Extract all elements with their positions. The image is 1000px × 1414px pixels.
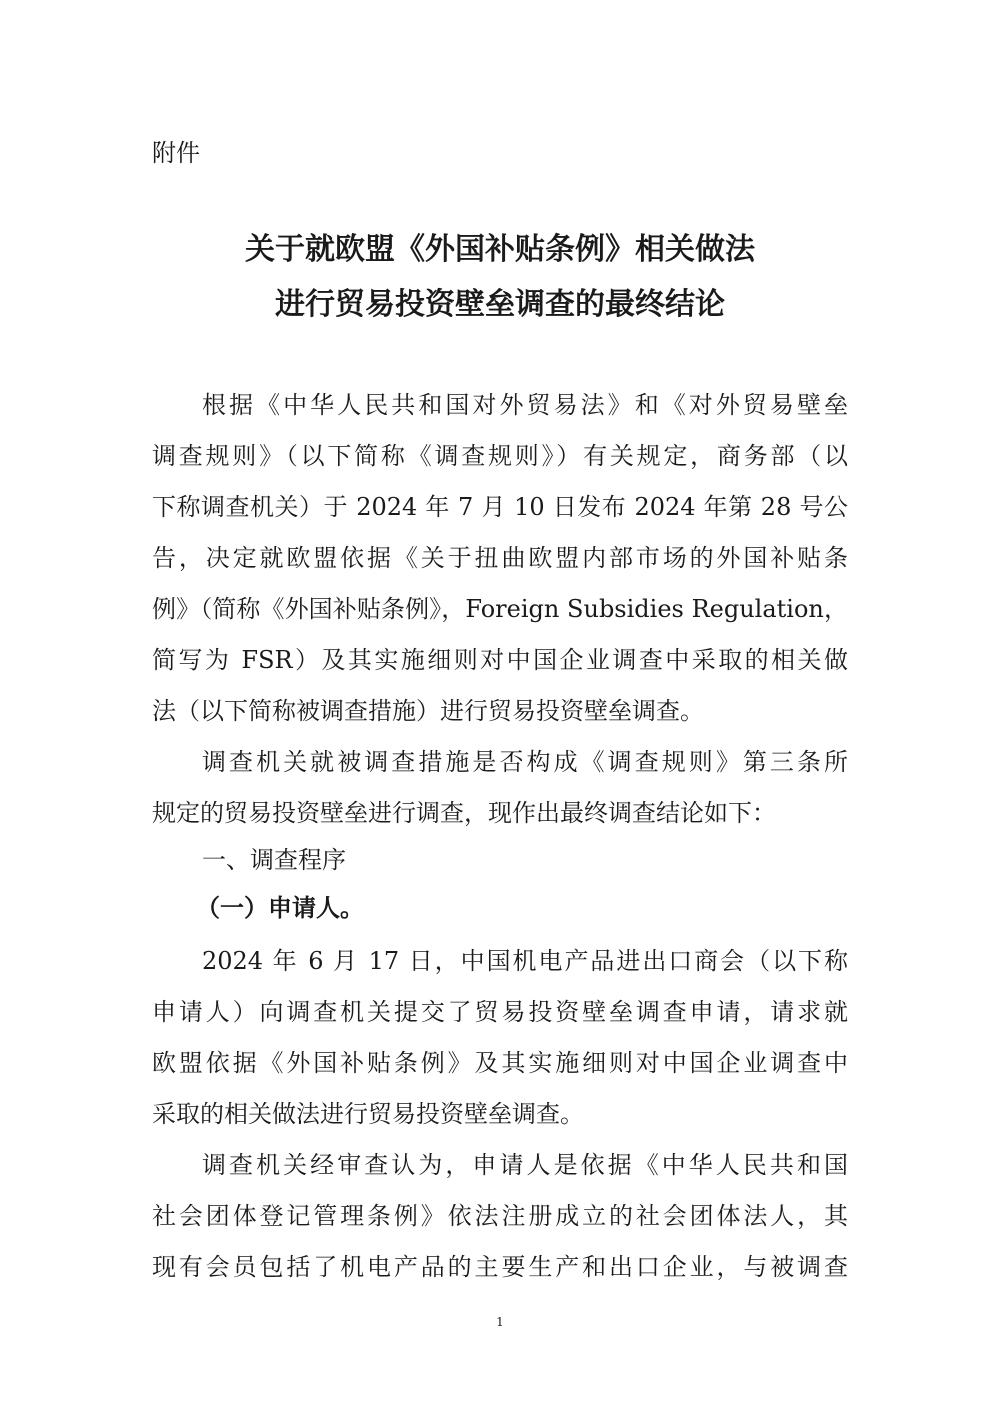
paragraph-1-line: 根据《中华人民共和国对外贸易法》和《对外贸易壁垒 <box>202 391 848 419</box>
section-heading: 一、调查程序 <box>202 846 346 874</box>
paragraph-3-line: 采取的相关做法进行贸易投资壁垒调查。 <box>152 1100 584 1128</box>
paragraph-3-line: 欧盟依据《外国补贴条例》及其实施细则对中国企业调查中 <box>152 1049 848 1077</box>
paragraph-4-line: 现有会员包括了机电产品的主要生产和出口企业，与被调查 <box>152 1253 848 1281</box>
subsection-heading: （一）申请人。 <box>196 894 364 922</box>
paragraph-1-line: 简写为 FSR）及其实施细则对中国企业调查中采取的相关做 <box>152 646 848 674</box>
paragraph-1-line: 告，决定就欧盟依据《关于扭曲欧盟内部市场的外国补贴条 <box>152 544 848 572</box>
page-number: 1 <box>496 1315 504 1329</box>
paragraph-3-line: 2024 年 6 月 17 日，中国机电产品进出口商会（以下称 <box>202 947 848 975</box>
document-title-line-2: 进行贸易投资壁垒调查的最终结论 <box>275 287 725 322</box>
paragraph-2-line: 规定的贸易投资壁垒进行调查，现作出最终调查结论如下： <box>152 799 776 827</box>
document-title-line-1: 关于就欧盟《外国补贴条例》相关做法 <box>245 232 755 267</box>
paragraph-1-line: 例》（简称《外国补贴条例》，Foreign Subsidies Regulation， <box>152 595 848 623</box>
attachment-label: 附件 <box>152 139 200 167</box>
paragraph-1-line: 调查规则》（以下简称《调查规则》）有关规定，商务部（以 <box>152 442 848 470</box>
paragraph-4-line: 社会团体登记管理条例》依法注册成立的社会团体法人，其 <box>152 1202 848 1230</box>
paragraph-3-line: 申请人）向调查机关提交了贸易投资壁垒调查申请，请求就 <box>152 998 848 1026</box>
paragraph-1-line: 法（以下简称被调查措施）进行贸易投资壁垒调查。 <box>152 697 704 725</box>
paragraph-2-line: 调查机关就被调查措施是否构成《调查规则》第三条所 <box>202 748 848 776</box>
paragraph-1-line: 下称调查机关）于 2024 年 7 月 10 日发布 2024 年第 28 号公 <box>152 493 848 521</box>
paragraph-4-line: 调查机关经审查认为，申请人是依据《中华人民共和国 <box>202 1151 848 1179</box>
